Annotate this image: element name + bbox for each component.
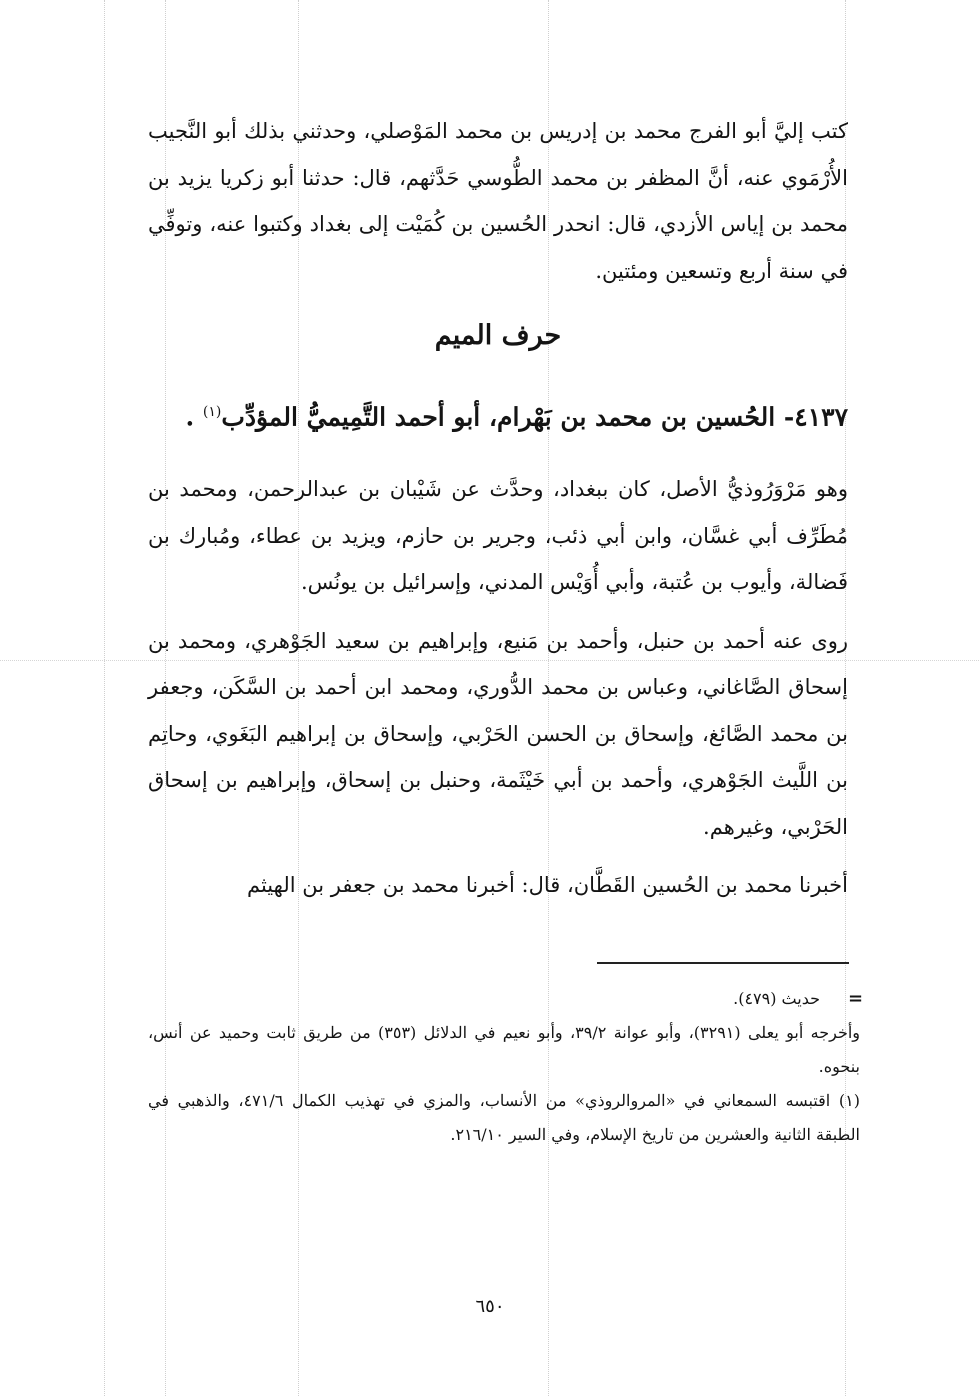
scan-guide-line (104, 0, 105, 1396)
page-number: ٦٥٠ (475, 1296, 505, 1317)
footnote-divider (597, 962, 849, 964)
entry-end-punct: . (185, 402, 195, 432)
entry-title (148, 385, 848, 444)
footnote-ref: (١) (202, 404, 222, 420)
intro-paragraph: كتب إليَّ أبو الفرج محمد بن إدريس بن محمد المَوْصلي، وحدثني بذلك أبو النَّجيب الأُرْمَوي عنه، أنَّ المظفر بن محمد الطُّوسي حَدَّثهم، قال: حدثنا أبو زكريا يزيد بن محمد بن إياس الأزدي، قال: انحدر الحُسين بن كُمَيْت إلى بغداد وكتبوا عنه، وتوفِّي في سنة أربع وتسعين ومئتين. (148, 119, 848, 283)
footnote-continuation-mark: = (848, 988, 864, 1009)
footnote-line: حديث (٤٧٩). (733, 989, 820, 1008)
document-page (148, 108, 848, 909)
entry-title-text: ٤١٣٧- الحُسين بن محمد بن بَهْرام، أبو أحمد التَّمِيميُّ المؤدِّب (221, 402, 848, 432)
footnote-line: (١) اقتبسه السمعاني في «المروالروذي» من الأنساب، والمزي في تهذيب الكمال ٤٧١/٦، والذهبي في الطبقة الثانية والعشرين من تاريخ الإسلام، وفي السير ٢١٦/١٠. (148, 1091, 860, 1144)
footnote-line: وأخرجه أبو يعلى (٣٢٩١)، وأبو عوانة ٣٩/٢، وأبو نعيم في الدلائل (٣٥٣) من طريق ثابت وحميد عن أنس، بنحوه. (148, 1023, 861, 1076)
section-heading: حرف الميم (434, 320, 562, 351)
footnotes (148, 982, 860, 1152)
body-paragraph: أخبرنا محمد بن الحُسين القَطَّان، قال: أخبرنا محمد بن جعفر بن الهيثم (246, 873, 848, 898)
body-paragraph: وهو مَرْوَرُوذيُّ الأصل، كان ببغداد، وحدَّث عن شَيْبان بن عبدالرحمن، ومحمد بن مُطَرِّف أبي غسَّان، وابن أبي ذئب، وجرير بن حازم، ويزيد بن عطاء، ومُبارك بن فَضالة، وأيوب بن عُتبة، وأبي أُوَيْس المدني، وإسرائيل بن يونُس. (148, 477, 848, 595)
body-paragraph: روى عنه أحمد بن حنبل، وأحمد بن مَنيع، وإبراهيم بن سعيد الجَوْهري، ومحمد بن إسحاق الصَّاغاني، وعباس بن محمد الدُّوري، ومحمد ابن أحمد بن السَّكَن، وجعفر بن محمد الصَّائغ، وإسحاق بن الحسن الحَرْبي، وإسحاق بن إبراهيم البَغَوي، وحاتِم بن اللَّيث الجَوْهري، وأحمد بن أبي خَيْثَمة، وحنبل بن إسحاق، وإبراهيم بن إسحاق الحَرْبي، وغيرهم. (148, 628, 848, 839)
